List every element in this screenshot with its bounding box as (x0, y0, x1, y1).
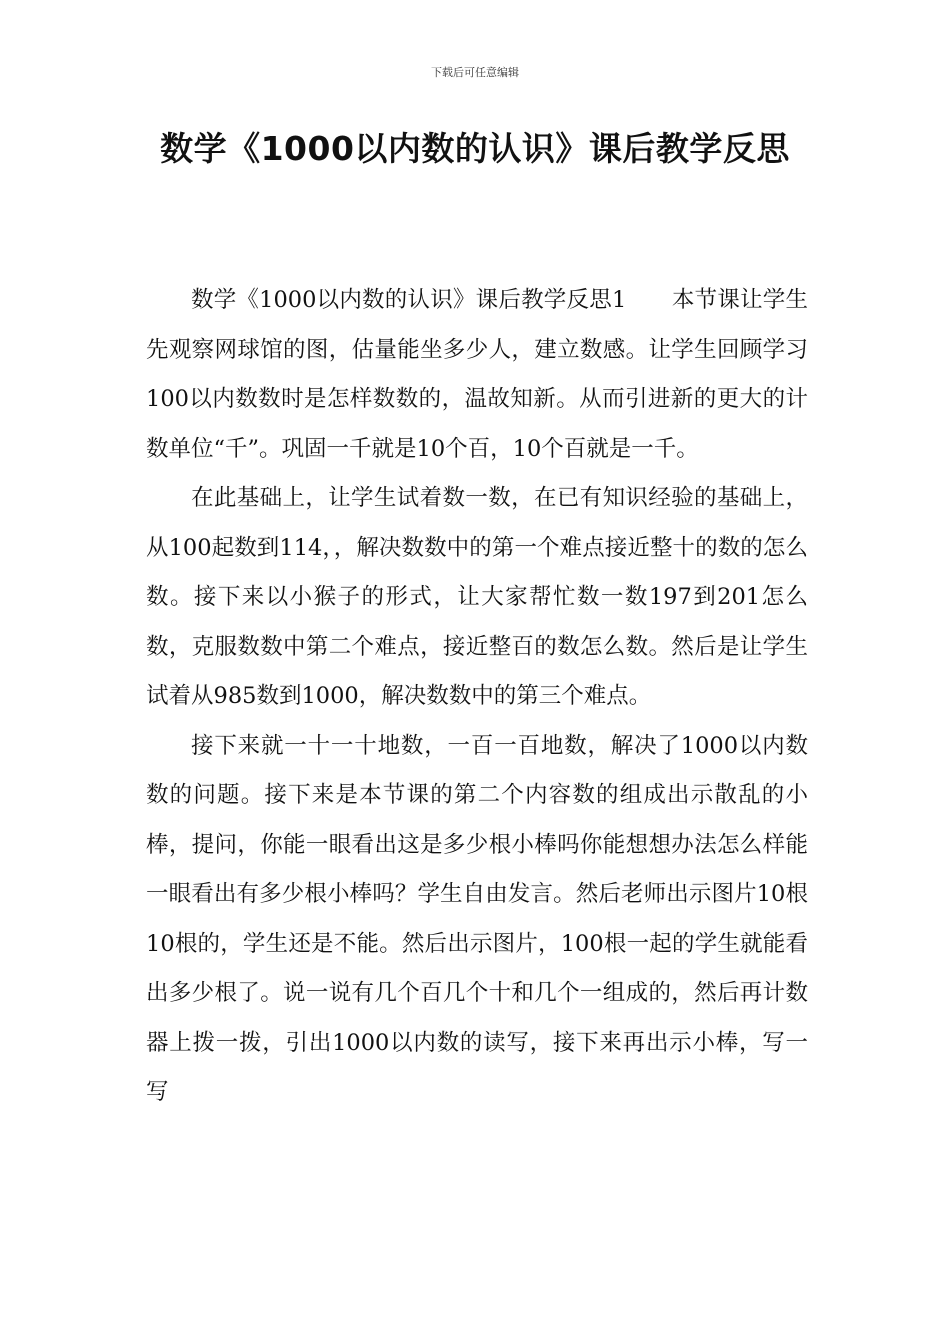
header-note: 下载后可任意编辑 (431, 66, 519, 79)
paragraph: 数学《1000以内数的认识》课后教学反思1 本节课让学生先观察网球馆的图，估量能坐多少人，建立数感。让学生回顾学习100以内数数时是怎样数数的，温故知新。从而引进新的更大的计数单位“千”。巩固一千就是10个百，10个百就是一千。 (146, 287, 808, 462)
paragraph: 在此基础上，让学生试着数一数，在已有知识经验的基础上，从100起数到114，，解决数数中的第一个难点接近整十的数的怎么数。接下来以小猴子的形式，让大家帮忙数一数197到201怎么数，克服数数中第二个难点，接近整百的数怎么数。然后是让学生试着从985数到1000，解决数数中的第三个难点。 (146, 485, 808, 709)
document-body (146, 276, 808, 1118)
paragraph: 接下来就一十一十地数，一百一百地数，解决了1000以内数数的问题。接下来是本节课的第二个内容数的组成出示散乱的小棒，提问，你能一眼看出这是多少根小棒吗你能想想办法怎么样能一眼看出有多少根小棒吗？学生自由发言。然后老师出示图片10根10根的，学生还是不能。然后出示图片，100根一起的学生就能看出多少根了。说一说有几个百几个十和几个一组成的，然后再计数器上拨一拨，引出1000以内数的读写，接下来再出示小棒，写一写 (146, 732, 808, 1105)
document-title: 数学《1000以内数的认识》课后教学反思 (160, 129, 790, 168)
